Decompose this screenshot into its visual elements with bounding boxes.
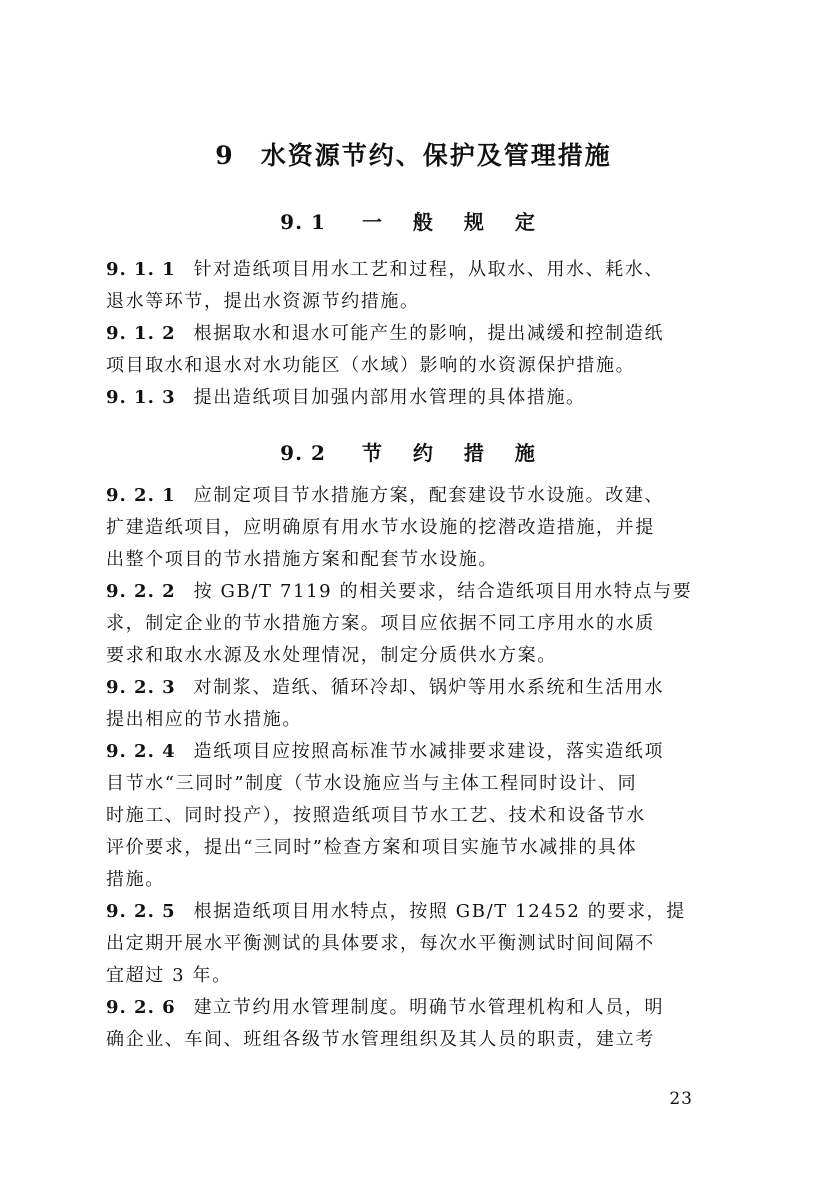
clause-line	[106, 992, 720, 1024]
section-number: 9. 1	[280, 210, 326, 234]
clause-text: 造纸项目应按照高标准节水减排要求建设，落实造纸项	[193, 741, 665, 762]
clause-line	[106, 896, 720, 928]
chapter-title	[0, 136, 827, 172]
clause-line: 退水等环节，提出水资源节约措施。	[106, 291, 420, 312]
clause-text: 按 GB/T 7119 的相关要求，结合造纸项目用水特点与要	[193, 581, 693, 602]
page-number: 23	[669, 1089, 693, 1109]
clause-line: 出整个项目的节水措施方案和配套节水设施。	[106, 549, 498, 570]
clause-line: 提出相应的节水措施。	[106, 709, 302, 730]
clause-line	[106, 736, 720, 768]
clause-text: 根据造纸项目用水特点，按照 GB/T 12452 的要求，提	[193, 901, 686, 922]
clause-number: 9. 2. 1	[106, 485, 176, 506]
chapter-number: 9	[215, 141, 235, 170]
section-title-text: 节 约 措 施	[361, 441, 547, 465]
clause-text: 针对造纸项目用水工艺和过程，从取水、用水、耗水、	[193, 259, 665, 280]
clause-number: 9. 2. 5	[106, 901, 176, 922]
clause-line: 目节水“三同时”制度（节水设施应当与主体工程同时设计、同	[106, 773, 638, 794]
clause-number: 9. 2. 3	[106, 677, 176, 698]
section-title-text: 一 般 规 定	[361, 210, 547, 234]
clause-line: 扩建造纸项目，应明确原有用水节水设施的挖潜改造措施，并提	[106, 517, 655, 538]
clause-number: 9. 1. 2	[106, 323, 176, 344]
clause-number: 9. 2. 6	[106, 997, 176, 1018]
clause-line: 确企业、车间、班组各级节水管理组织及其人员的职责，建立考	[106, 1029, 655, 1050]
section-body	[106, 254, 720, 414]
section-title	[0, 206, 827, 235]
clause-number: 9. 1. 1	[106, 259, 176, 280]
clause-line: 求，制定企业的节水措施方案。项目应依据不同工序用水的水质	[106, 613, 655, 634]
clause-line: 评价要求，提出“三同时”检查方案和项目实施节水减排的具体	[106, 837, 638, 858]
clause-text: 根据取水和退水可能产生的影响，提出减缓和控制造纸	[193, 323, 665, 344]
clause-line: 要求和取水水源及水处理情况，制定分质供水方案。	[106, 645, 557, 666]
chapter-title-text: 水资源节约、保护及管理措施	[260, 141, 612, 170]
clause-line	[106, 576, 720, 608]
clause-line: 措施。	[106, 869, 165, 890]
section-number: 9. 2	[280, 441, 326, 465]
section-body	[106, 480, 720, 1056]
clause-number: 9. 2. 2	[106, 581, 176, 602]
clause-text: 建立节约用水管理制度。明确节水管理机构和人员，明	[193, 997, 665, 1018]
clause-number: 9. 2. 4	[106, 741, 176, 762]
clause-number: 9. 1. 3	[106, 387, 176, 408]
clause-line: 项目取水和退水对水功能区（水域）影响的水资源保护措施。	[106, 355, 636, 376]
clause-line	[106, 480, 720, 512]
clause-line: 时施工、同时投产），按照造纸项目节水工艺、技术和设备节水	[106, 805, 646, 826]
clause-line	[106, 254, 720, 286]
clause-line	[106, 318, 720, 350]
clause-text: 对制浆、造纸、循环冷却、锅炉等用水系统和生活用水	[193, 677, 665, 698]
clause-text: 应制定项目节水措施方案，配套建设节水设施。改建、	[193, 485, 665, 506]
section-title	[0, 437, 827, 466]
clause-text: 提出造纸项目加强内部用水管理的具体措施。	[193, 387, 586, 408]
clause-line	[106, 672, 720, 704]
clause-line	[106, 382, 720, 414]
clause-line: 宜超过 3 年。	[106, 965, 232, 986]
clause-line: 出定期开展水平衡测试的具体要求，每次水平衡测试时间间隔不	[106, 933, 655, 954]
